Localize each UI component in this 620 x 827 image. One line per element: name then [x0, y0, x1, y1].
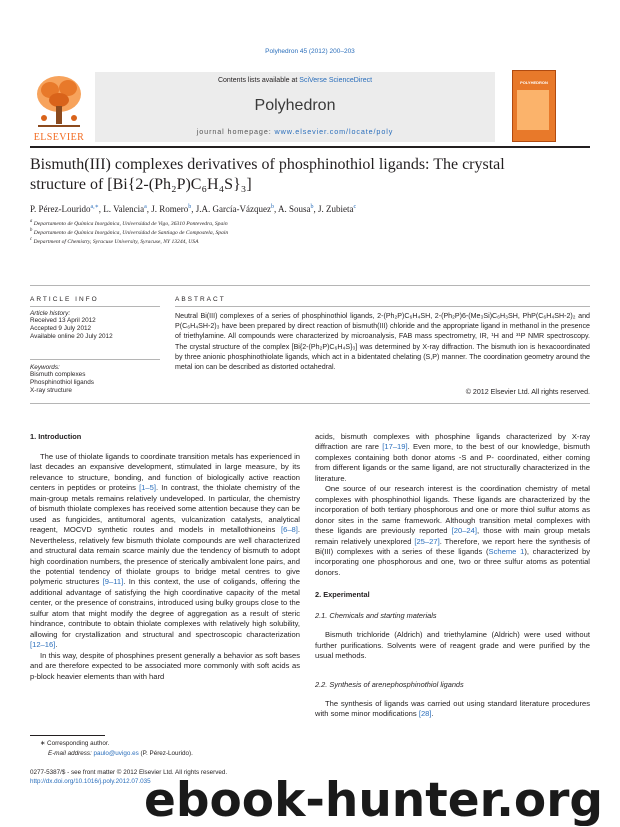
article-title-line-2: structure of [Bi{2-(Ph₂P)C₆H₄S}₃]	[30, 176, 252, 193]
body-text: The use of thiolate ligands to coordinate transition metals has experienced in last decades an expansive development, stimulated in large measure, by its relevance to structure, bonding, and function of biologically active reaction centers in peptides or proteins	[30, 452, 300, 493]
author-affiliation-marker[interactable]: a	[144, 204, 147, 210]
affiliation-marker: b	[30, 228, 33, 233]
keyword: X-ray structure	[30, 387, 72, 395]
affiliation-text: Department of Chemistry, Syracuse University, Syracuse, NY 13244, USA	[33, 238, 199, 245]
issn-line: 0277-5387/$ - see front matter © 2012 Elsevier Ltd. All rights reserved.	[30, 769, 228, 776]
introduction-paragraph-4	[315, 484, 590, 578]
keywords-block	[30, 364, 165, 396]
synthesis-paragraph	[315, 699, 590, 720]
body-text: . In contrast, the thiolate chemistry of the main-group metals remains relatively undeveloped. In particular, the chemistry of bismuth thiolate complexes has received some attention because they can be used as fungicides, antitumoral agents, vulcanization catalysts, analytical reagent, MOCVD synthetic routes and models in metallothioneins	[30, 483, 300, 535]
body-text: acids, bismuth complexes with phosphine ligands characterized by X-ray diffraction are rare	[315, 432, 590, 452]
citation-link[interactable]: [28]	[418, 709, 432, 719]
citation-link[interactable]: [25–27]	[414, 536, 440, 546]
affiliation-text: Departamento de Química Inorgánica, Universidad de Santiago de Compostela, Spain	[33, 229, 229, 236]
author-name: P. Pérez-Lourido	[30, 204, 91, 214]
email-label: E-mail address:	[48, 750, 94, 757]
body-text: .	[55, 640, 58, 650]
corresponding-author-note: ∗ Corresponding author.	[40, 740, 110, 747]
abstract-rule	[175, 306, 590, 307]
body-text: One source of our research interest is the coordination chemistry of metal complexes with phosphinothiol ligands. These ligands are characterized by the incorporation of both tertiary phosphorous and one or more thiol sulfur atoms as donor sites in the same framework. Although transition metal complexes with these ligands are previously reported	[315, 484, 590, 536]
author-separator: ,	[98, 204, 104, 214]
abstract-heading: ABSTRACT	[175, 296, 226, 303]
watermark	[140, 772, 620, 826]
article-info-rule	[30, 306, 160, 307]
citation-link[interactable]: [20–24]	[451, 526, 477, 536]
homepage-prefix: journal homepage:	[196, 127, 275, 136]
citation-link[interactable]: [1–5]	[139, 483, 156, 493]
available-date: Available online 20 July 2012	[30, 333, 113, 341]
affiliation-marker: a	[30, 219, 33, 224]
experimental-heading: 2. Experimental	[315, 590, 370, 600]
chemicals-paragraph: Bismuth trichloride (Aldrich) and triethylamine (Aldrich) were used without further purifications. Solvents were of reagent grade and were purified by the usual methods.	[315, 630, 590, 661]
chemicals-subheading: 2.1. Chemicals and starting materials	[315, 611, 437, 621]
citation-link[interactable]: Scheme 1	[488, 546, 525, 556]
affiliation-marker: c	[30, 237, 33, 242]
introduction-paragraph-3	[315, 432, 590, 484]
author-name: A. Sousa	[277, 204, 311, 214]
author-affiliation-marker[interactable]: b	[270, 204, 274, 210]
elsevier-wordmark: ELSEVIER	[33, 132, 85, 143]
author-name: J. Romero	[151, 204, 189, 214]
affiliation-c	[30, 237, 590, 245]
contents-line	[95, 77, 495, 84]
body-text: . Therefore, we report here the synthesis of Bi(III) complexes with a series of these ligands (	[315, 536, 590, 556]
keywords-label: Keywords:	[30, 364, 60, 371]
footnote-rule	[30, 735, 105, 736]
divider	[30, 285, 590, 286]
author-affiliation-marker[interactable]: a,∗	[90, 204, 99, 210]
author-separator: ,	[313, 204, 318, 214]
right-column	[315, 432, 590, 720]
article-info-heading: ARTICLE INFO	[30, 296, 99, 303]
author-name: J. Zubieta	[318, 204, 354, 214]
body-text: .	[431, 709, 434, 719]
body-text: The synthesis of ligands was carried out using standard literature procedures with some minor modifications	[315, 698, 590, 719]
article-title-line-1: Bismuth(III) complexes derivatives of phosphinothiol ligands: The crystal	[30, 156, 505, 173]
email-note	[30, 750, 318, 757]
body-text: . Even more, to the best of our knowledge, bismuth complexes containing both donor atoms -S and P- coordinated, either coming from different ligands or the same ligand, are not structurally characterized in the literature.	[315, 442, 590, 483]
introduction-heading: 1. Introduction	[30, 432, 82, 441]
affiliation-a	[30, 219, 590, 227]
article-title	[30, 155, 590, 195]
cover-title: POLYHEDRON	[520, 80, 548, 85]
homepage-link[interactable]: www.elsevier.com/locate/poly	[274, 127, 394, 136]
author-affiliation-marker[interactable]: b	[310, 204, 314, 210]
contents-prefix: Contents lists available at	[217, 77, 300, 84]
body-text: . In this context, the use of coligands, offering the additional advantage of satisfying the high coordinative capacity of the metal center, or the presence of constrains, introduced using bulky groups close to the sulfur atom that might modify the degree of aggregation as a result of steric hindrance, contribute to obtain thiolate complexes with relatively high solubility, allowing for crystallization and structural and spectroscopic characterization	[30, 577, 300, 639]
citation-link[interactable]: [17–19]	[382, 442, 408, 452]
journal-homepage	[95, 127, 495, 136]
author-affiliation-marker[interactable]: b	[188, 204, 192, 210]
introduction-paragraph-1	[30, 452, 300, 651]
citation-link[interactable]: [6–8]	[280, 525, 298, 535]
history-label: Article history:	[30, 310, 71, 317]
journal-name: Polyhedron	[254, 97, 336, 114]
accepted-date: Accepted 9 July 2012	[30, 325, 92, 333]
affiliation-text: Departamento de Química Inorgánica, Universidad de Vigo, 36310 Pontevedra, Spain	[33, 220, 228, 227]
sciencedirect-link[interactable]: SciVerse ScienceDirect	[299, 77, 373, 84]
abstract-text: Neutral Bi(III) complexes of a series of phosphinothiol ligands, 2-(Ph₂P)C₆H₄SH, 2-(Ph₂P)6-(Me₃Si)C₆H₃SH, PhP(C₆H₄SH-2)₂ and P(C₆H₄SH-2)₃ have been prepared by direct reaction of bismuth(III) chloride and the appropriate ligand in methanol in the presence of triethylamine. All compounds were characterized by microanalysis, FAB mass spectrometry, IR, ¹H and ³¹P NMR spectroscopy. The crystal structure of the complex [Bi{2-(Ph₂P)C₆H₄S}₃] was determined by X-ray diffraction. The bismuth ion is hexacoordinated by three anionic phosphinothiolate ligands, which act in a bidentated chelating (S,P) manner. The coordination geometry around the metal ion can be described as distorted octahedral.	[175, 312, 590, 372]
citation-link[interactable]: [12–16]	[30, 640, 56, 650]
introduction-paragraph-2: In this way, despite of phosphines present generally a behavior as soft bases and are therefore expected to be associated more commonly with soft acids as p-block heavier elements than with hard	[30, 650, 300, 681]
email-suffix: (P. Pérez-Lourido).	[138, 750, 193, 757]
email-link[interactable]: paulo@uvigo.es	[93, 750, 139, 757]
abstract-copyright: © 2012 Elsevier Ltd. All rights reserved.	[465, 388, 590, 396]
author-separator: ,	[146, 204, 152, 214]
introduction-section	[30, 432, 300, 682]
author-separator: ,	[191, 204, 196, 214]
author-list	[30, 203, 590, 214]
citation-link[interactable]: [9–11]	[102, 577, 124, 587]
body-text: ), characterized by incorporating one phosphorous and one, two or three sulfur atoms as potential donors.	[315, 546, 590, 577]
divider	[30, 403, 590, 404]
cover-artwork	[517, 90, 549, 130]
keyword: Phosphinothiol ligands	[30, 379, 94, 387]
watermark-text: ebook-hunter.org	[144, 773, 604, 826]
header-rule	[30, 146, 590, 148]
keyword: Bismuth complexes	[30, 371, 86, 378]
author-affiliation-marker[interactable]: c	[353, 204, 357, 210]
doi-link[interactable]: http://dx.doi.org/10.1016/j.poly.2012.07.035	[30, 778, 151, 785]
author-separator: ,	[273, 204, 278, 214]
affiliation-b	[30, 228, 590, 236]
body-text: . Nevertheless, relatively few bismuth thiolate compounds are well characterized and structural data remain scarce mainly due the tendency of bismuth to adopt high coordination numbers, the presence of sterically ambivalent lone pairs, and the potential tendency of thiolate groups to bridge metal centres to give polymeric structures	[30, 525, 300, 587]
received-date: Received 13 April 2012	[30, 317, 96, 324]
author-name: L. Valencia	[103, 204, 145, 214]
author-name: J.A. García-Vázquez	[195, 204, 271, 214]
synthesis-subheading: 2.2. Synthesis of arenephosphinothiol ligands	[315, 679, 464, 689]
body-text: , those with main group metals remain relatively unexplored	[315, 526, 590, 546]
article-history	[30, 310, 165, 342]
keywords-rule	[30, 359, 160, 360]
journal-reference[interactable]: Polyhedron 45 (2012) 200–203	[265, 48, 355, 55]
